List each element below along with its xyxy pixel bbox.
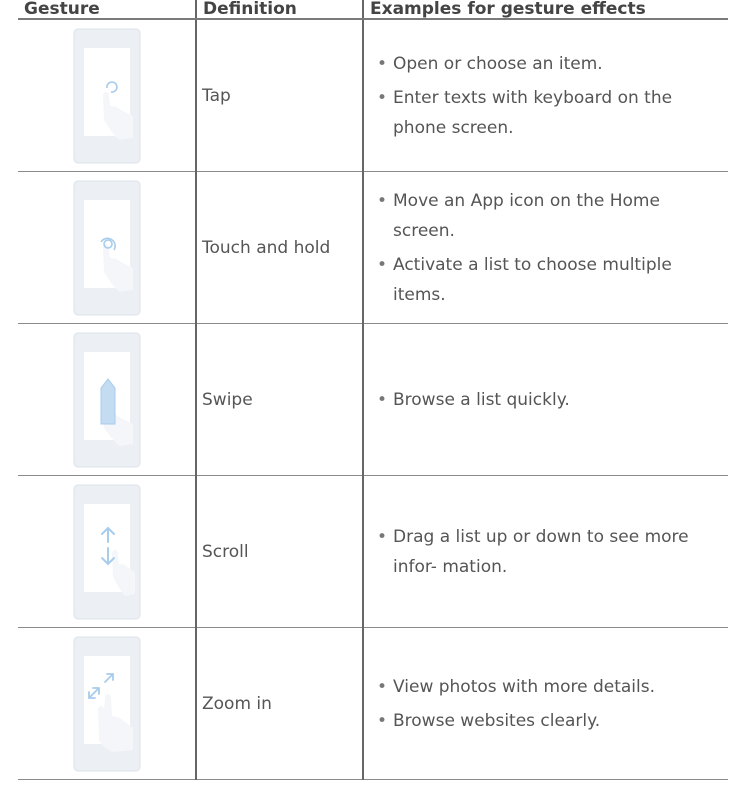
list-item: • Drag a list up or down to see more infor- mation. bbox=[376, 522, 722, 582]
examples-cell bbox=[363, 19, 728, 172]
swipe-gesture-icon bbox=[73, 332, 141, 468]
definition-cell: Swipe bbox=[196, 324, 363, 476]
table-row bbox=[18, 172, 728, 324]
definition-cell: Touch and hold bbox=[196, 172, 363, 324]
gesture-cell bbox=[18, 628, 196, 780]
list-item: • Browse websites clearly. bbox=[376, 706, 722, 736]
gesture-cell bbox=[18, 476, 196, 628]
examples-cell bbox=[363, 324, 728, 476]
scroll-gesture-icon bbox=[73, 484, 141, 620]
list-item: • Open or choose an item. bbox=[376, 49, 722, 79]
definition-cell: Scroll bbox=[196, 476, 363, 628]
list-item: • Move an App icon on the Home screen. bbox=[376, 186, 722, 246]
definition-cell: Tap bbox=[196, 19, 363, 172]
header-examples: Examples for gesture effects bbox=[363, 0, 728, 19]
header-definition: Definition bbox=[196, 0, 363, 19]
examples-cell bbox=[363, 628, 728, 780]
gesture-cell bbox=[18, 324, 196, 476]
table-header-row bbox=[18, 0, 728, 19]
list-item: • Enter texts with keyboard on the phone screen. bbox=[376, 83, 722, 143]
examples-cell bbox=[363, 476, 728, 628]
touch-and-hold-gesture-icon bbox=[73, 180, 141, 316]
gesture-cell bbox=[18, 172, 196, 324]
gesture-table bbox=[18, 0, 728, 780]
gesture-table-container bbox=[18, 0, 728, 780]
table-row bbox=[18, 324, 728, 476]
table-row bbox=[18, 19, 728, 172]
tap-gesture-icon bbox=[73, 28, 141, 164]
list-item: • Activate a list to choose multiple items. bbox=[376, 250, 722, 310]
table-row bbox=[18, 476, 728, 628]
table-row bbox=[18, 628, 728, 780]
header-gesture: Gesture bbox=[18, 0, 196, 19]
gesture-cell bbox=[18, 19, 196, 172]
zoom-in-gesture-icon bbox=[73, 636, 141, 772]
examples-cell bbox=[363, 172, 728, 324]
list-item: • View photos with more details. bbox=[376, 672, 722, 702]
list-item: • Browse a list quickly. bbox=[376, 385, 722, 415]
definition-cell: Zoom in bbox=[196, 628, 363, 780]
